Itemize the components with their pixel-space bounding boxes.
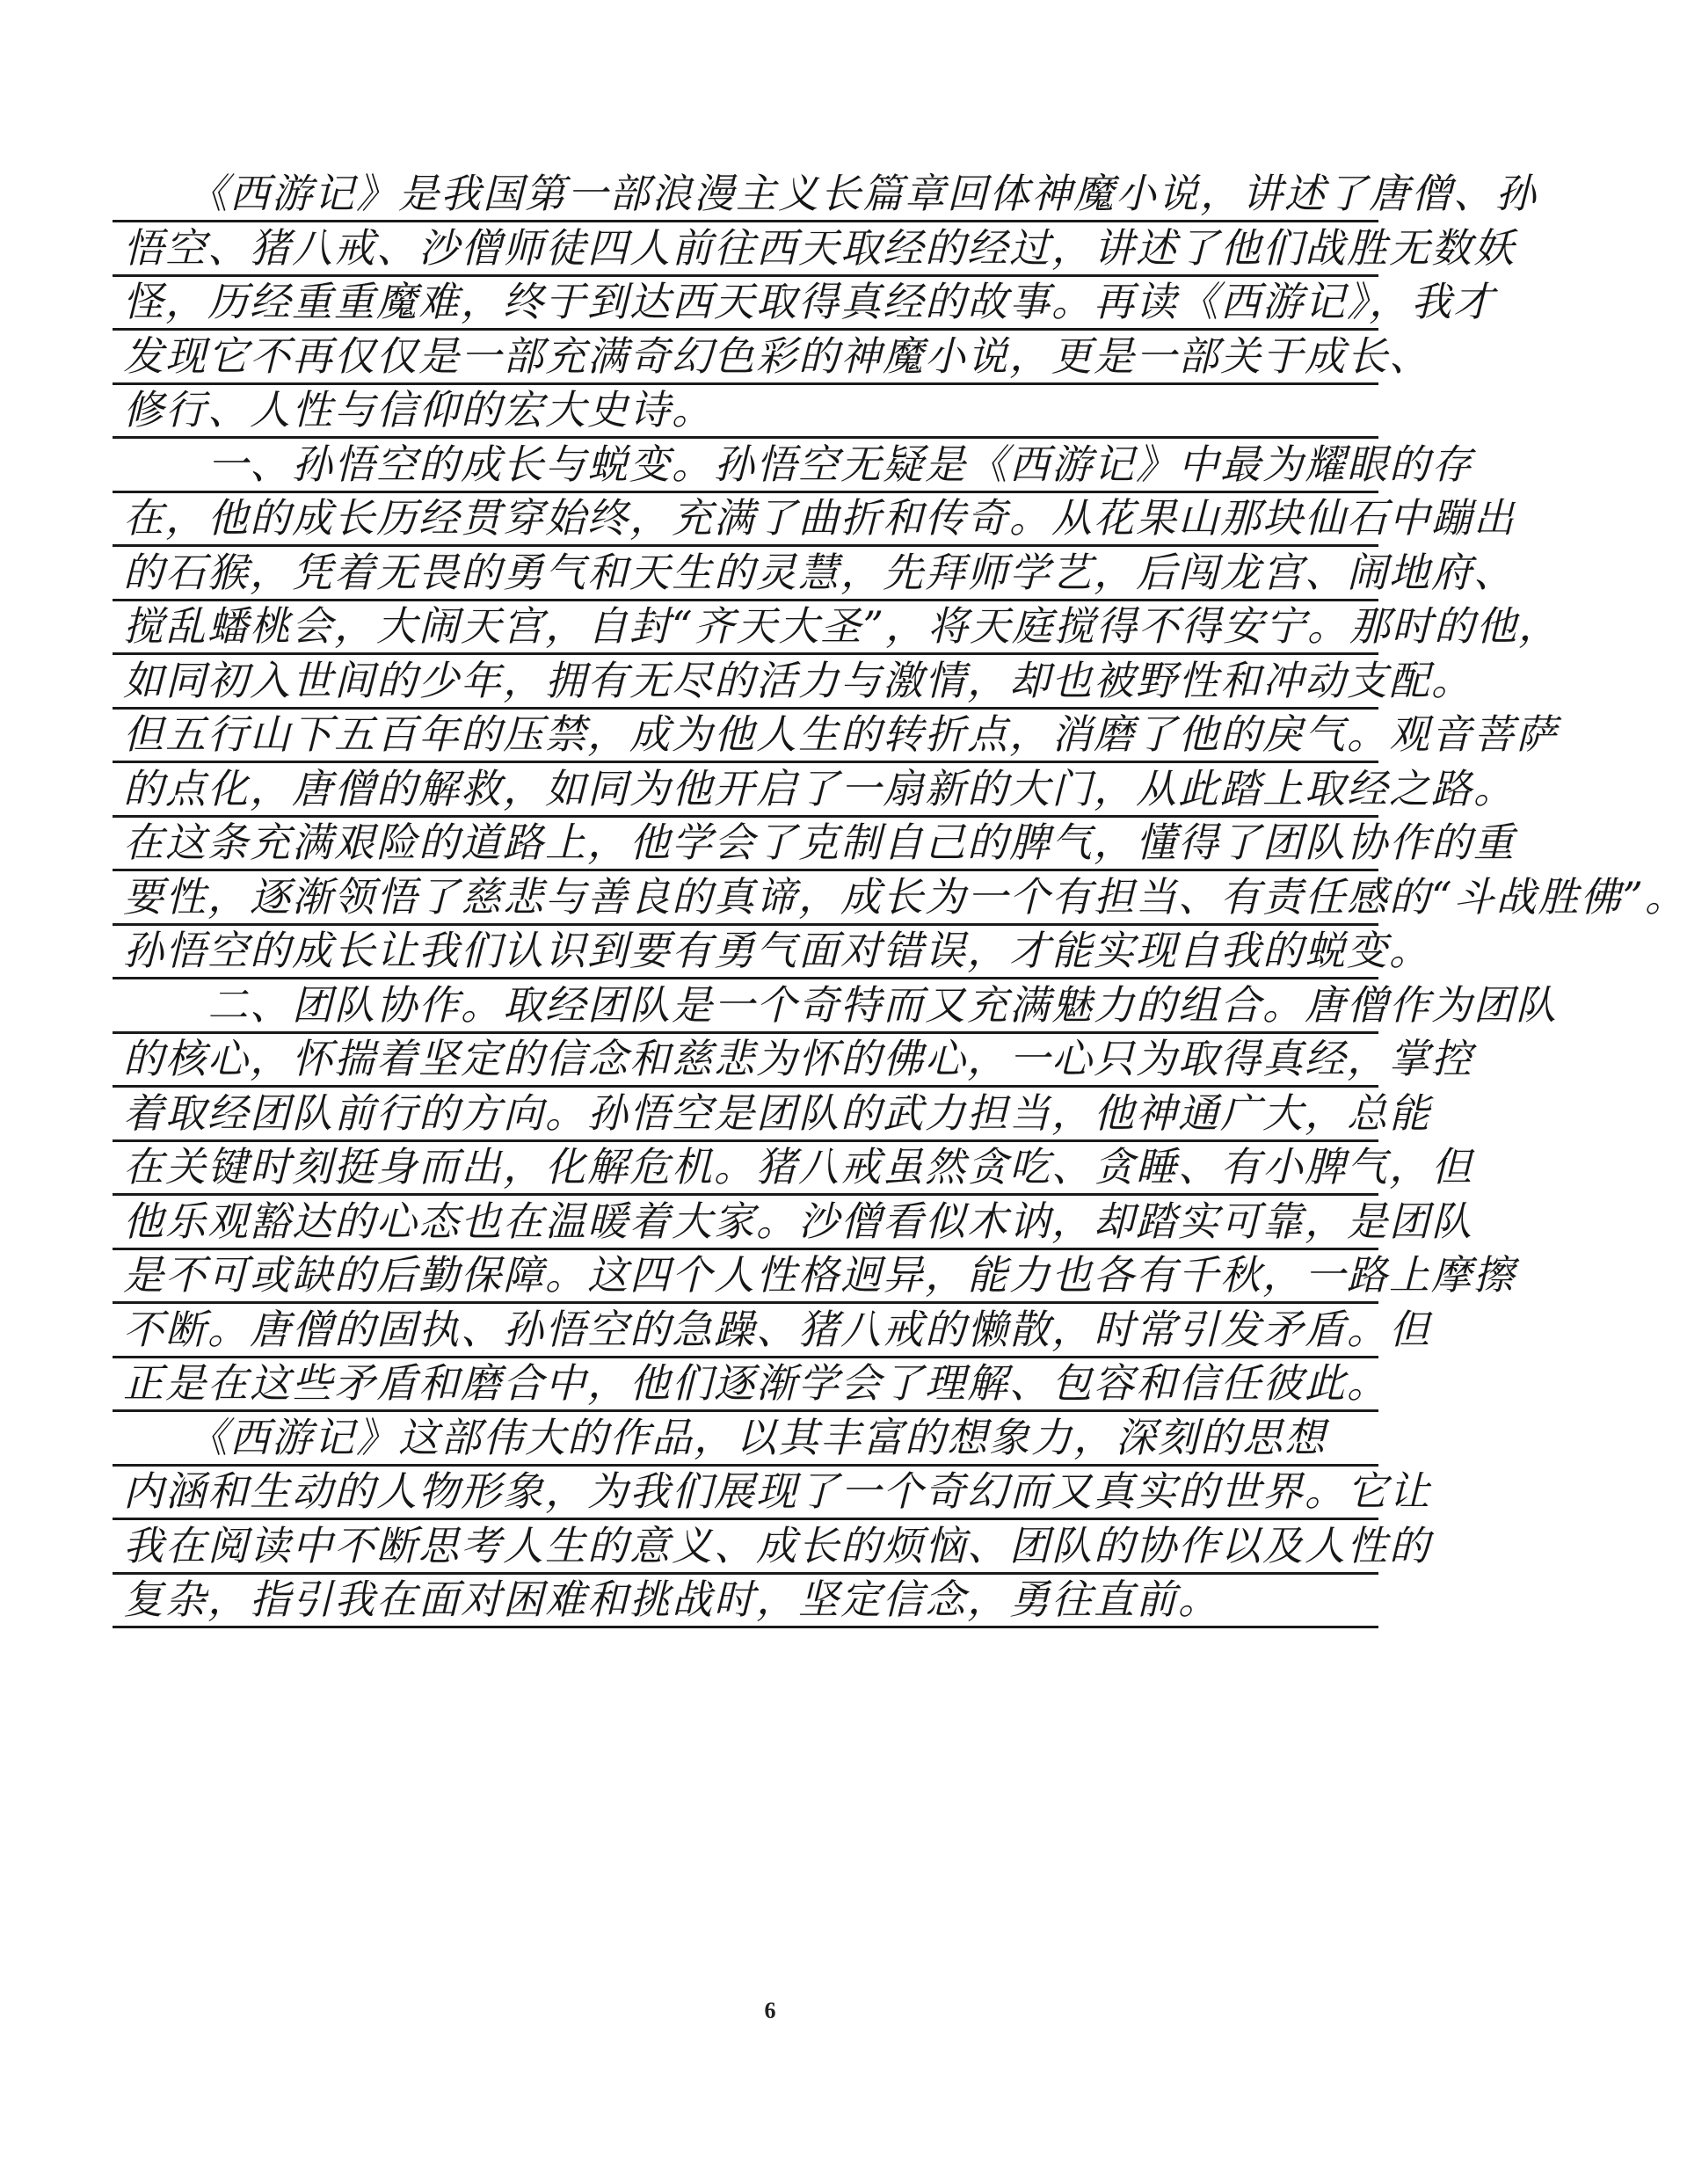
handwritten-line: 孙悟空的成长让我们认识到要有勇气面对错误，才能实现自我的蜕变。 [123, 927, 1431, 974]
handwritten-line: 二、团队协作。取经团队是一个奇特而又充满魅力的组合。唐僧作为团队 [123, 981, 1558, 1029]
handwritten-line: 他乐观豁达的心态也在温暖着大家。沙僧看似木讷，却踏实可靠，是团队 [123, 1198, 1473, 1245]
handwritten-line: 《西游记》是我国第一部浪漫主义长篇章回体神魔小说，讲述了唐僧、孙 [123, 170, 1538, 217]
handwritten-line: 如同初入世间的少年，拥有无尽的活力与激情，却也被野性和冲动支配。 [123, 657, 1473, 704]
handwritten-line: 发现它不再仅仅是一部充满奇幻色彩的神魔小说，更是一部关于成长、 [123, 332, 1431, 380]
page-number: 6 [764, 1998, 776, 2023]
handwritten-line: 《西游记》这部伟大的作品，以其丰富的想象力，深刻的思想 [123, 1414, 1327, 1461]
handwritten-line: 不断。唐僧的固执、孙悟空的急躁、猪八戒的懒散，时常引发矛盾。但 [123, 1306, 1431, 1353]
handwritten-line: 要性，逐渐领悟了慈悲与善良的真谛，成长为一个有担当、有责任感的“斗战胜佛”。 [123, 873, 1687, 921]
handwritten-line: 是不可或缺的后勤保障。这四个人性格迥异，能力也各有千秋，一路上摩擦 [123, 1251, 1516, 1299]
handwritten-line: 正是在这些矛盾和磨合中，他们逐渐学会了理解、包容和信任彼此。 [123, 1359, 1389, 1407]
handwritten-line: 怪，历经重重魔难，终于到达西天取得真经的故事。再读《西游记》，我才 [123, 278, 1495, 325]
handwritten-line: 在，他的成长历经贯穿始终，充满了曲折和传奇。从花果山那块仙石中蹦出 [123, 494, 1516, 542]
handwritten-line: 搅乱蟠桃会，大闹天宫，自封“齐天大圣”，将天庭搅得不得安宁。那时的他， [123, 602, 1561, 650]
handwritten-line: 的石猴，凭着无畏的勇气和天生的灵慧，先拜师学艺，后闯龙宫、闹地府、 [123, 549, 1516, 596]
handwritten-line: 在关键时刻挺身而出，化解危机。猪八戒虽然贪吃、贪睡、有小脾气，但 [123, 1143, 1473, 1190]
handwritten-line: 的核心，怀揣着坚定的信念和慈悲为怀的佛心，一心只为取得真经，掌控 [123, 1035, 1473, 1082]
handwritten-line: 在这条充满艰险的道路上，他学会了克制自己的脾气，懂得了团队协作的重 [123, 819, 1516, 866]
handwritten-line: 修行、人性与信仰的宏大史诗。 [123, 386, 714, 433]
handwritten-line: 着取经团队前行的方向。孙悟空是团队的武力担当，他神通广大，总能 [123, 1089, 1431, 1137]
handwritten-line: 内涵和生动的人物形象，为我们展现了一个奇幻而又真实的世界。它让 [123, 1467, 1431, 1515]
handwritten-line: 但五行山下五百年的压禁，成为他人生的转折点，消磨了他的戾气。观音菩萨 [123, 710, 1558, 758]
handwritten-line: 我在阅读中不断思考人生的意义、成长的烦恼、团队的协作以及人性的 [123, 1522, 1431, 1569]
handwritten-line: 悟空、猪八戒、沙僧师徒四人前往西天取经的经过，讲述了他们战胜无数妖 [123, 224, 1516, 272]
handwritten-line: 的点化，唐僧的解救，如同为他开启了一扇新的大门，从此踏上取经之路。 [123, 765, 1516, 812]
handwritten-line: 一、孙悟空的成长与蜕变。孙悟空无疑是《西游记》中最为耀眼的存 [123, 440, 1473, 488]
handwritten-line: 复杂，指引我在面对困难和挑战时，坚定信念，勇往直前。 [123, 1576, 1220, 1623]
ruled-line [113, 1626, 1378, 1628]
